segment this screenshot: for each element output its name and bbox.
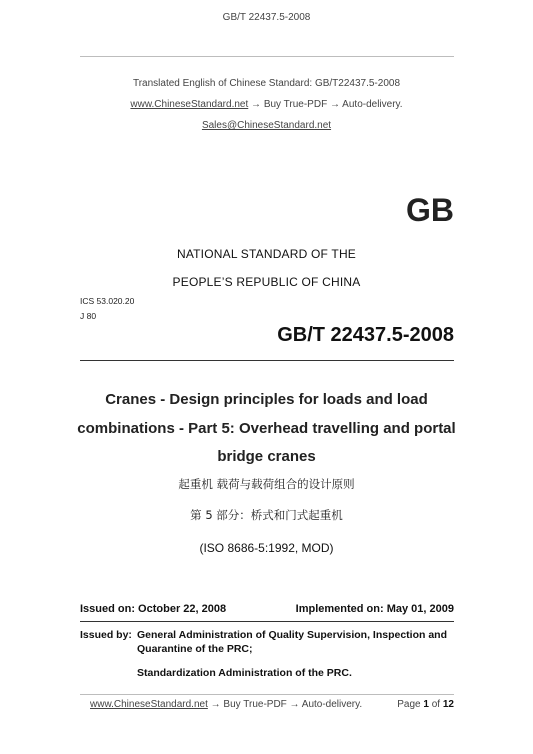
title-divider xyxy=(80,360,454,361)
implemented-date: Implemented on: May 01, 2009 xyxy=(295,603,454,615)
dates-divider xyxy=(80,621,454,622)
title-cn-line1: 起重机 载荷与载荷组合的设计原则 xyxy=(178,477,355,491)
page-total: 12 xyxy=(442,699,454,710)
standard-number: GB/T 22437.5-2008 xyxy=(277,324,454,346)
title-line1: Cranes - Design principles for loads and load xyxy=(105,391,428,408)
ics-code: ICS 53.020.20 xyxy=(80,296,135,306)
page-label: Page xyxy=(397,699,421,710)
header-divider xyxy=(80,56,454,57)
issued-by-line2: Quarantine of the PRC; xyxy=(137,643,253,655)
running-header: GB/T 22437.5-2008 xyxy=(222,12,311,23)
national-standard-line2: PEOPLE’S REPUBLIC OF CHINA xyxy=(172,275,361,289)
translation-notice: Translated English of Chinese Standard: GB/T22437.5-2008 xyxy=(132,78,401,89)
page-current: 1 xyxy=(423,699,429,710)
gb-mark: GB xyxy=(406,192,454,228)
issued-by-label: Issued by: xyxy=(80,629,132,641)
buy-text: → Buy True-PDF → Auto-delivery. xyxy=(251,99,403,110)
issued-by-line1: General Administration of Quality Supervision, Inspection and xyxy=(137,629,447,641)
buy-line xyxy=(0,99,533,110)
email-line xyxy=(0,120,533,131)
title-line2: combinations - Part 5: Overhead travelling and portal xyxy=(77,420,456,437)
iso-reference: (ISO 8686-5:1992, MOD) xyxy=(199,541,334,555)
issued-by-line3: Standardization Administration of the PRC. xyxy=(137,667,352,679)
ccs-code: J 80 xyxy=(80,311,97,321)
footer-divider xyxy=(80,694,454,695)
site-link[interactable]: www.ChineseStandard.net xyxy=(130,99,249,110)
title-line3: bridge cranes xyxy=(217,448,316,465)
issued-date: Issued on: October 22, 2008 xyxy=(80,603,227,615)
footer-site-link[interactable]: www.ChineseStandard.net xyxy=(90,699,208,710)
page-of: of xyxy=(431,699,441,710)
email-link[interactable]: Sales@ChineseStandard.net xyxy=(201,120,332,131)
footer-buy-line xyxy=(90,699,362,710)
page-number xyxy=(388,699,454,710)
footer-buy-text: → Buy True-PDF → Auto-delivery. xyxy=(210,699,363,710)
national-standard-line1: NATIONAL STANDARD OF THE xyxy=(176,247,357,261)
title-cn-line2: 第 5 部分：桥式和门式起重机 xyxy=(190,508,343,522)
